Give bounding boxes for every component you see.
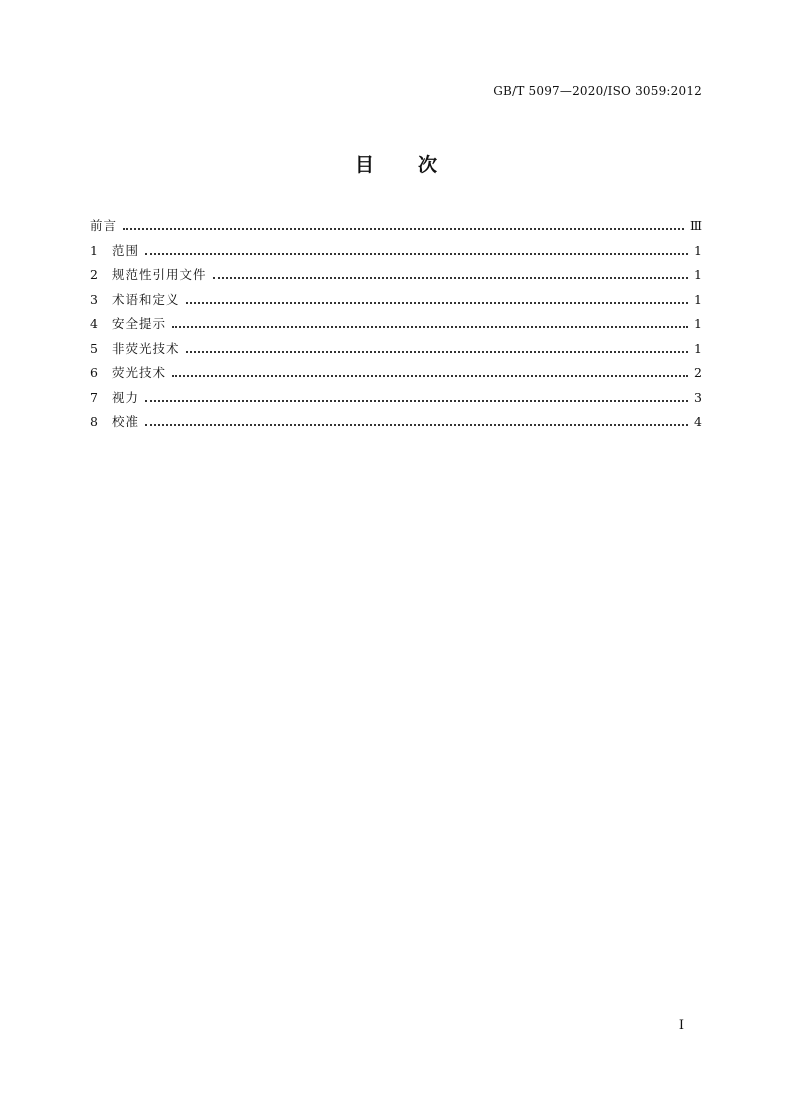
toc-page-number: 3 (694, 389, 702, 405)
title-char-2: 次 (418, 154, 438, 176)
toc-label: 前言 (90, 218, 118, 233)
toc-page-number: 1 (694, 242, 702, 258)
toc-leader (186, 351, 688, 353)
toc-entry-1[interactable] (90, 241, 702, 266)
toc-page-number: Ⅲ (689, 218, 702, 233)
toc-page-number: 4 (694, 414, 702, 429)
toc-leader (145, 424, 688, 426)
toc-leader (172, 326, 688, 328)
toc-page-number: 1 (694, 291, 702, 307)
toc-entry-8[interactable] (90, 412, 702, 437)
toc-leader (123, 228, 684, 230)
page-title (0, 150, 792, 177)
toc-label: 视力 (112, 389, 140, 405)
toc-number: 6 (90, 365, 98, 380)
toc-label: 术语和定义 (112, 291, 180, 307)
toc-label: 非荧光技术 (112, 340, 180, 356)
toc-label: 荧光技术 (112, 365, 167, 380)
toc-page-number: 1 (694, 316, 702, 331)
toc-number: 3 (90, 291, 98, 307)
toc-label: 规范性引用文件 (112, 267, 207, 282)
toc-label: 安全提示 (112, 316, 167, 331)
toc-label: 范围 (112, 242, 140, 258)
toc-page-number: 2 (694, 365, 702, 380)
toc-leader (186, 302, 688, 304)
toc-entry-5[interactable] (90, 339, 702, 364)
toc-entry-3[interactable] (90, 290, 702, 315)
toc-page-number: 1 (694, 267, 702, 282)
standard-code: GB/T 5097—2020/ISO 3059:2012 (493, 84, 702, 98)
toc-leader (145, 253, 688, 255)
toc-entry-6[interactable] (90, 363, 702, 388)
footer-page-number: I (678, 1018, 684, 1033)
toc-entry-2[interactable] (90, 265, 702, 290)
toc-number: 1 (90, 242, 98, 258)
toc-leader (145, 400, 688, 402)
toc-entry-foreword[interactable] (90, 216, 702, 241)
title-char-1: 目 (354, 154, 374, 176)
toc-number: 7 (90, 389, 98, 405)
toc-number: 8 (90, 414, 98, 429)
toc-entry-4[interactable] (90, 314, 702, 339)
toc-leader (213, 277, 688, 279)
toc-number: 5 (90, 340, 98, 356)
toc-number: 4 (90, 316, 98, 331)
toc-page-number: 1 (694, 340, 702, 356)
toc-label: 校准 (112, 414, 140, 429)
toc-leader (172, 375, 688, 377)
table-of-contents (90, 216, 702, 437)
toc-entry-7[interactable] (90, 388, 702, 413)
toc-number: 2 (90, 267, 98, 282)
